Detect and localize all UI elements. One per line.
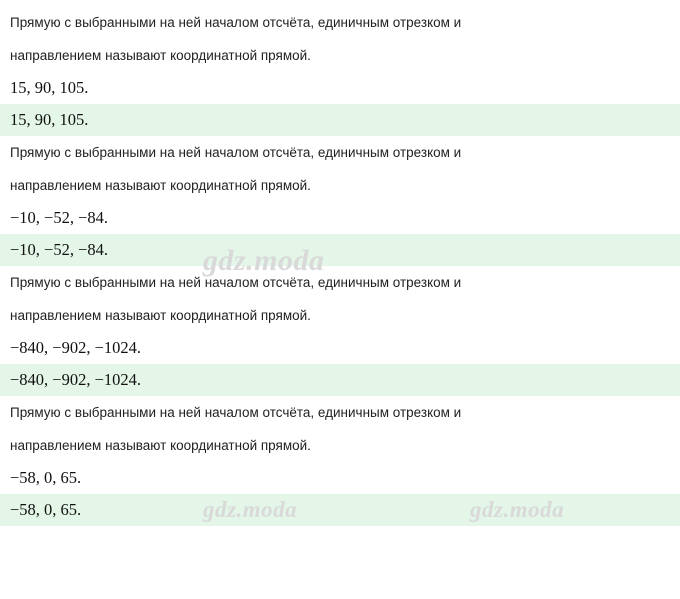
watermark-text: gdz.moda bbox=[470, 497, 565, 522]
definition-line: Прямую с выбранными на ней началом отсчёта, единичным отрезком и bbox=[10, 405, 462, 420]
answer-highlighted: −840, −902, −1024. bbox=[0, 364, 680, 396]
answer-plain: 15, 90, 105. bbox=[10, 78, 89, 97]
watermark-text: gdz.moda bbox=[203, 497, 298, 522]
solution-block bbox=[0, 136, 680, 266]
definition-line: Прямую с выбранными на ней началом отсчёта, единичным отрезком и bbox=[10, 15, 462, 30]
solution-block bbox=[0, 266, 680, 396]
definition-line: Прямую с выбранными на ней началом отсчёта, единичным отрезком и bbox=[10, 275, 462, 290]
answer-plain: −10, −52, −84. bbox=[10, 208, 109, 227]
definition-line: направлением называют координатной прямой. bbox=[10, 308, 311, 323]
answer-highlighted: −58, 0, 65. bbox=[0, 494, 680, 526]
definition-line: Прямую с выбранными на ней началом отсчёта, единичным отрезком и bbox=[10, 145, 462, 160]
answer-plain: −840, −902, −1024. bbox=[10, 338, 142, 357]
definition-line: направлением называют координатной прямой. bbox=[10, 178, 311, 193]
watermark-text: gdz.moda bbox=[203, 244, 325, 277]
answer-plain: −58, 0, 65. bbox=[10, 468, 82, 487]
solution-block bbox=[0, 396, 680, 526]
definition-line: направлением называют координатной прямой. bbox=[10, 48, 311, 63]
answer-highlighted: 15, 90, 105. bbox=[0, 104, 680, 136]
answer-highlighted: −10, −52, −84. bbox=[0, 234, 680, 266]
solution-block bbox=[0, 6, 680, 136]
definition-line: направлением называют координатной прямой. bbox=[10, 438, 311, 453]
